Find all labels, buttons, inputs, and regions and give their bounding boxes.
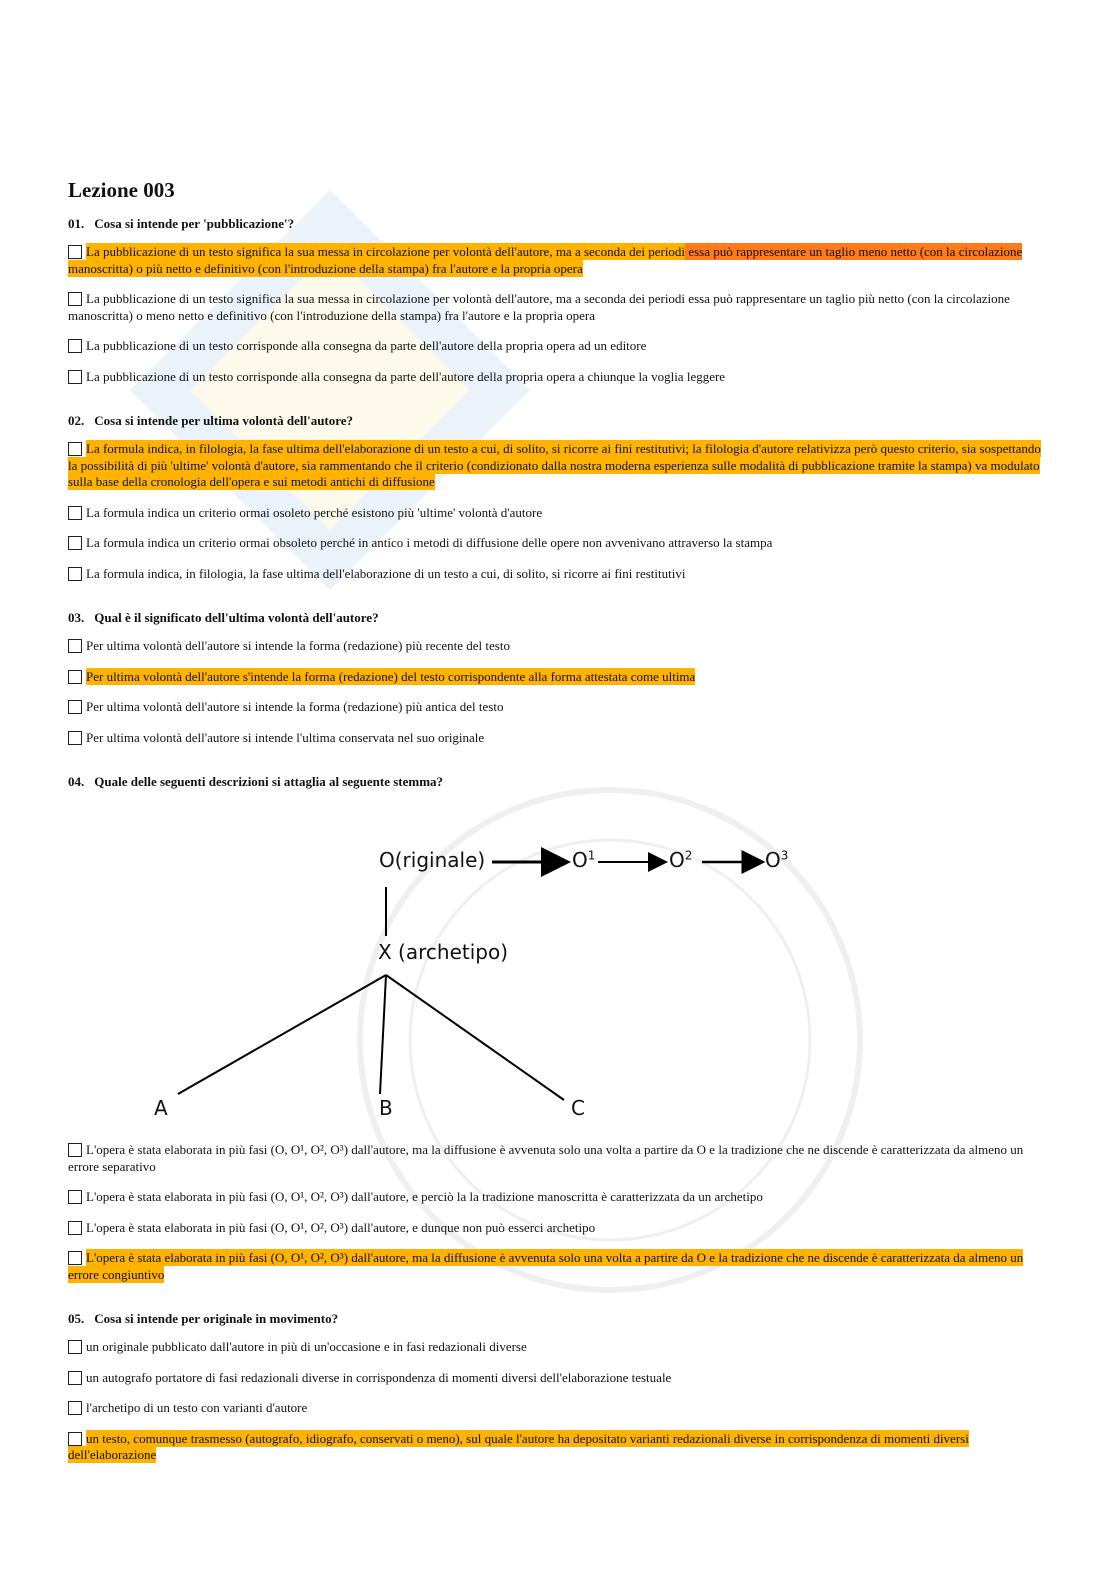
question-number: 01. bbox=[68, 216, 85, 231]
stemma-original: O(riginale) bbox=[379, 848, 486, 872]
question-block bbox=[68, 610, 1043, 746]
answer-option bbox=[68, 505, 1043, 522]
stemma-witness-c: C bbox=[571, 1096, 585, 1120]
answer-checkbox[interactable] bbox=[68, 1251, 82, 1265]
question-number: 03. bbox=[68, 610, 85, 625]
answer-checkbox[interactable] bbox=[68, 1190, 82, 1204]
answer-text: circolazione bbox=[958, 244, 1023, 259]
stemma-o2: $O^2$ bbox=[669, 848, 693, 872]
answer-checkbox[interactable] bbox=[68, 700, 82, 714]
answer-checkbox[interactable] bbox=[68, 1371, 82, 1385]
answer-text: La formula indica un criterio ormai obsoleto perché in antico i metodi di diffusione delle opere non avvenivano attraverso la stampa bbox=[86, 535, 773, 550]
answer-checkbox[interactable] bbox=[68, 1401, 82, 1415]
question-label: Cosa si intende per ultima volontà dell'autore? bbox=[94, 413, 354, 428]
answer-checkbox[interactable] bbox=[68, 339, 82, 353]
answer-option bbox=[68, 338, 1043, 355]
answer-text: L'opera è stata elaborata in più fasi (O, O¹, O², O³) dall'autore, ma la diffusione è avvenuta solo una volta a partire da O e la tradizione che ne discende è caratterizzata da almeno un errore separativo bbox=[68, 1142, 1024, 1174]
answer-option bbox=[68, 1370, 1043, 1387]
answer-checkbox[interactable] bbox=[68, 1340, 82, 1354]
answer-option bbox=[68, 244, 1043, 277]
line-archetype-a bbox=[178, 975, 386, 1094]
answer-text: La pubblicazione di un testo corrisponde alla consegna da parte dell'autore della propria opera ad un editore bbox=[86, 338, 647, 353]
question-text bbox=[68, 1311, 1043, 1327]
answer-checkbox[interactable] bbox=[68, 536, 82, 550]
question-block bbox=[68, 774, 1043, 1283]
answer-option bbox=[68, 1142, 1043, 1175]
answer-option bbox=[68, 730, 1043, 747]
stemma-o1: $O^1$ bbox=[572, 848, 596, 872]
stemma-diagram bbox=[68, 802, 1043, 1122]
answer-option bbox=[68, 638, 1043, 655]
answer-text: manoscritta) o più netto e definitivo (con l'introduzione della stampa) fra l'autore e la propria opera bbox=[68, 260, 583, 276]
stemma-archetype: X (archetipo) bbox=[378, 940, 509, 964]
question-number: 05. bbox=[68, 1311, 85, 1326]
line-archetype-c bbox=[386, 975, 564, 1100]
answer-text: La formula indica un criterio ormai osoleto perché esistono più 'ultime' volontà d'autore bbox=[86, 504, 543, 520]
answer-checkbox[interactable] bbox=[68, 1221, 82, 1235]
answer-checkbox[interactable] bbox=[68, 1143, 82, 1157]
answer-checkbox[interactable] bbox=[68, 442, 82, 456]
answer-option bbox=[68, 1400, 1043, 1417]
stemma-lines bbox=[68, 802, 1043, 1122]
answer-checkbox[interactable] bbox=[68, 245, 82, 259]
answer-checkbox[interactable] bbox=[68, 292, 82, 306]
answer-text: La formula indica, in filologia, la fase ultima dell'elaborazione di un testo a cui, di solito, si ricorre ai fini restitutivi bbox=[86, 565, 686, 581]
answer-checkbox[interactable] bbox=[68, 1432, 82, 1446]
question-number: 02. bbox=[68, 413, 85, 428]
answer-text: L'opera è stata elaborata in più fasi (O, O¹, O², O³) dall'autore, e perciò la la tradizione manoscritta è caratterizzata da un archetipo bbox=[86, 1189, 763, 1204]
question-block bbox=[68, 216, 1043, 385]
answer-checkbox[interactable] bbox=[68, 639, 82, 653]
answer-option bbox=[68, 441, 1043, 491]
question-label: Cosa si intende per originale in movimento? bbox=[94, 1311, 339, 1326]
answer-option bbox=[68, 535, 1043, 552]
answer-text: L'opera è stata elaborata in più fasi (O, O¹, O², O³) dall'autore, ma la diffusione è avvenuta solo una volta a partire da O e la tradizione che ne discende è caratterizzata da almeno un errore congiuntivo bbox=[68, 1250, 1024, 1282]
question-number: 04. bbox=[68, 774, 85, 789]
answer-option bbox=[68, 1220, 1043, 1237]
answer-text: Per ultima volontà dell'autore si intende l'ultima conservata nel suo originale bbox=[86, 729, 485, 745]
question-label: Cosa si intende per 'pubblicazione'? bbox=[94, 216, 295, 231]
answer-option bbox=[68, 699, 1043, 716]
questions-list bbox=[68, 216, 1043, 1464]
answer-option bbox=[68, 1189, 1043, 1206]
stemma-o3: $O^3$ bbox=[765, 848, 789, 872]
answer-text: essa può rappresentare un taglio meno netto (con la bbox=[685, 244, 959, 259]
answer-text: Per ultima volontà dell'autore si intende la forma (redazione) più recente del testo bbox=[86, 638, 510, 653]
answer-checkbox[interactable] bbox=[68, 567, 82, 581]
answer-option bbox=[68, 1431, 1043, 1464]
answer-option bbox=[68, 291, 1043, 324]
answer-text: l'archetipo di un testo con varianti d'autore bbox=[86, 1400, 308, 1415]
answer-text: L'opera è stata elaborata in più fasi (O, O¹, O², O³) dall'autore, e dunque non può esserci archetipo bbox=[86, 1219, 596, 1235]
answer-option bbox=[68, 369, 1043, 386]
question-block bbox=[68, 413, 1043, 582]
answer-option bbox=[68, 669, 1043, 686]
document-page bbox=[68, 178, 1043, 1492]
question-label: Quale delle seguenti descrizioni si attaglia al seguente stemma? bbox=[94, 774, 444, 789]
answer-checkbox[interactable] bbox=[68, 731, 82, 745]
answer-text: La pubblicazione di un testo significa la sua messa in circolazione per volontà dell'autore, ma a seconda dei periodi bbox=[86, 244, 686, 259]
answer-text: Per ultima volontà dell'autore s'intende la forma (redazione) del testo corrispondente alla forma attestata come ultima bbox=[86, 668, 696, 684]
question-text bbox=[68, 216, 1043, 232]
answer-text: La pubblicazione di un testo significa la sua messa in circolazione per volontà dell'autore, ma a seconda dei periodi essa può rappresentare un taglio più netto (con la circolazione manoscritta) o meno netto e definitivo (con l'introduzione della stampa) fra l'autore e la propria opera bbox=[68, 291, 1010, 323]
answer-text: un autografo portatore di fasi redazionali diverse in corrispondenza di momenti diversi dell'elaborazione testuale bbox=[86, 1369, 672, 1385]
answer-option bbox=[68, 566, 1043, 583]
answer-option bbox=[68, 1250, 1043, 1283]
lesson-title: Lezione 003 bbox=[68, 178, 175, 202]
stemma-witness-b: B bbox=[379, 1096, 393, 1120]
answer-text: La pubblicazione di un testo corrisponde alla consegna da parte dell'autore della propria opera a chiunque la voglia leggere bbox=[86, 368, 726, 384]
question-text bbox=[68, 774, 1043, 790]
answer-text: un originale pubblicato dall'autore in più di un'occasione e in fasi redazionali diverse bbox=[86, 1339, 527, 1354]
answer-text: un testo, comunque trasmesso (autografo, idiografo, conservati o meno), sul quale l'autore ha depositato varianti redazionali diverse in corrispondenza di momenti diversi dell'elaborazione bbox=[68, 1430, 969, 1462]
question-block bbox=[68, 1311, 1043, 1464]
answer-option bbox=[68, 1339, 1043, 1356]
question-text bbox=[68, 413, 1043, 429]
answer-checkbox[interactable] bbox=[68, 370, 82, 384]
question-label: Qual è il significato dell'ultima volontà dell'autore? bbox=[94, 610, 379, 625]
answer-text: La formula indica, in filologia, la fase ultima dell'elaborazione di un testo a cui, di solito, si ricorre ai fini restitutivi; la filologia d'autore relativizza però questo criterio, sia sospettando la possibilità di più 'ultime' volontà d'autore, sia rammentando che il criterio (condizionato dalla nostra moderna esperienza sulle modalità di pubblicazione tramite la stampa) va modulato sulla base della cronologia dell'opera e sui metodi antichi di diffusione bbox=[68, 441, 1041, 489]
line-archetype-b bbox=[380, 975, 386, 1094]
question-text bbox=[68, 610, 1043, 626]
answer-checkbox[interactable] bbox=[68, 506, 82, 520]
answer-text: Per ultima volontà dell'autore si intende la forma (redazione) più antica del testo bbox=[86, 699, 504, 714]
stemma-witness-a: A bbox=[154, 1096, 168, 1120]
answer-checkbox[interactable] bbox=[68, 670, 82, 684]
